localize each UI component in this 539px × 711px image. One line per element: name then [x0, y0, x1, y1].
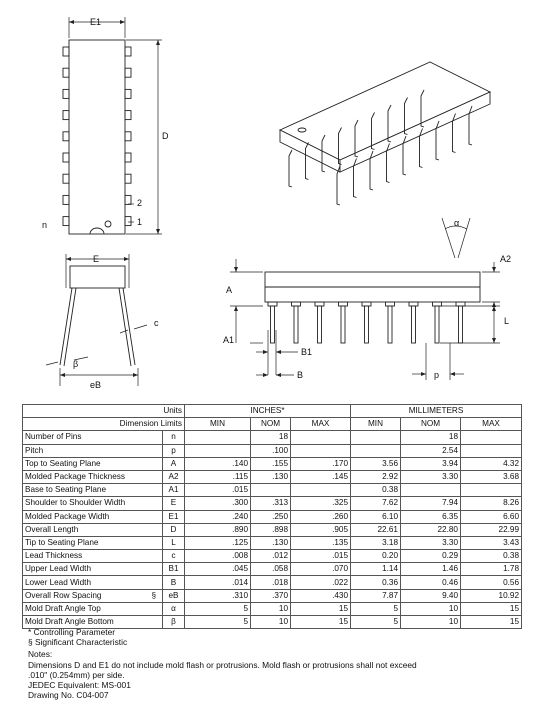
table-row	[23, 510, 522, 523]
row-dimension-name	[23, 470, 163, 483]
notes-block	[28, 627, 528, 700]
table-row	[23, 470, 522, 483]
row-symbol: p	[163, 444, 185, 457]
isometric-lead-front	[289, 150, 292, 187]
label-e: E	[93, 254, 100, 264]
cell-in-min: .310	[185, 589, 251, 602]
table-row	[23, 536, 522, 549]
row-name-text: Base to Seating Plane	[25, 485, 107, 495]
side-view-lead-pin	[294, 306, 298, 343]
mm-max-header: MAX	[461, 418, 522, 431]
table-row	[23, 523, 522, 536]
row-name-text: Upper Lead Width	[25, 564, 91, 574]
note-controlling: * Controlling Parameter	[28, 627, 116, 637]
cell-in-nom: .058	[251, 563, 291, 576]
top-view-lead	[125, 174, 131, 183]
inches-max-header: MAX	[291, 418, 351, 431]
cell-in-max: .135	[291, 536, 351, 549]
cell-mm-nom: 7.94	[401, 497, 461, 510]
row-name-text: Lower Lead Width	[25, 577, 91, 587]
label-beta: β	[73, 359, 79, 369]
cell-in-max: 15	[291, 616, 351, 629]
row-symbol: E	[163, 497, 185, 510]
top-view-lead	[63, 153, 69, 162]
cell-in-nom: .898	[251, 523, 291, 536]
cell-mm-min: 22.61	[351, 523, 401, 536]
cell-mm-max	[461, 484, 522, 497]
dimensions-table	[22, 404, 522, 629]
label-a: A	[226, 285, 233, 295]
top-view-lead	[63, 132, 69, 141]
cell-mm-max	[461, 444, 522, 457]
cell-in-nom: .313	[251, 497, 291, 510]
cell-mm-min: 3.56	[351, 457, 401, 470]
cell-in-max: .260	[291, 510, 351, 523]
cell-in-max: .015	[291, 550, 351, 563]
cell-mm-max: 15	[461, 616, 522, 629]
table-row	[23, 457, 522, 470]
cell-mm-min: 6.10	[351, 510, 401, 523]
cell-mm-nom: 10	[401, 602, 461, 615]
label-p: p	[434, 370, 440, 380]
cell-mm-min	[351, 444, 401, 457]
row-dimension-name	[23, 523, 163, 536]
label-pin-n: n	[42, 220, 48, 230]
label-a2: A2	[500, 254, 512, 264]
cell-mm-nom: 9.40	[401, 589, 461, 602]
cell-in-max: .070	[291, 563, 351, 576]
top-view-lead	[63, 68, 69, 77]
cell-in-min	[185, 444, 251, 457]
cell-in-min: .008	[185, 550, 251, 563]
table-row	[23, 602, 522, 615]
cell-in-max: .905	[291, 523, 351, 536]
cell-in-min: .015	[185, 484, 251, 497]
cell-in-nom: .130	[251, 536, 291, 549]
table-header-limits	[23, 418, 522, 431]
row-symbol: A	[163, 457, 185, 470]
top-view-lead	[125, 68, 131, 77]
cell-in-max: .145	[291, 470, 351, 483]
cell-in-nom: .012	[251, 550, 291, 563]
top-view-notch	[90, 228, 104, 234]
side-view-lead-shoulder	[268, 302, 277, 306]
top-view-lead	[63, 47, 69, 56]
label-eb: eB	[90, 380, 102, 390]
cell-in-nom: .130	[251, 470, 291, 483]
top-view-lead	[125, 111, 131, 120]
table-row	[23, 589, 522, 602]
cell-mm-max: 0.38	[461, 550, 522, 563]
row-symbol: n	[163, 431, 185, 444]
notes-heading: Notes:	[28, 649, 53, 660]
cell-in-nom: .155	[251, 457, 291, 470]
cell-in-min: .300	[185, 497, 251, 510]
cell-in-min	[185, 431, 251, 444]
side-view-lead-shoulder	[456, 302, 465, 306]
cell-in-max: 15	[291, 602, 351, 615]
cell-mm-min: 1.14	[351, 563, 401, 576]
cell-in-max	[291, 484, 351, 497]
top-view-lead	[125, 195, 131, 204]
row-name-text: Overall Row Spacing	[25, 590, 102, 600]
significant-mark: §	[151, 590, 156, 600]
table-row	[23, 563, 522, 576]
label-l: L	[504, 316, 510, 326]
row-symbol: D	[163, 523, 185, 536]
row-dimension-name	[23, 563, 163, 576]
cell-mm-max: 4.32	[461, 457, 522, 470]
cell-in-nom: .018	[251, 576, 291, 589]
row-symbol: c	[163, 550, 185, 563]
row-symbol: A2	[163, 470, 185, 483]
cell-mm-max: 15	[461, 602, 522, 615]
top-view-lead	[63, 111, 69, 120]
mm-nom-header: NOM	[401, 418, 461, 431]
cell-in-max: .022	[291, 576, 351, 589]
top-view-lead	[125, 153, 131, 162]
label-b: B	[297, 370, 304, 380]
row-symbol: A1	[163, 484, 185, 497]
cell-mm-nom: 3.94	[401, 457, 461, 470]
label-c: c	[154, 318, 159, 328]
cell-mm-max: 1.78	[461, 563, 522, 576]
row-dimension-name	[23, 602, 163, 615]
cell-in-min: .240	[185, 510, 251, 523]
top-view-lead	[125, 47, 131, 56]
cell-in-min: .125	[185, 536, 251, 549]
row-dimension-name	[23, 536, 163, 549]
label-e1: E1	[90, 17, 102, 27]
cell-in-nom	[251, 484, 291, 497]
cell-mm-nom: 2.54	[401, 444, 461, 457]
cell-in-max: .170	[291, 457, 351, 470]
label-pin1: 1	[137, 217, 143, 227]
note-line1: Dimensions D and E1 do not include mold flash or protrusions. Mold flash or protrusions shall not exceed	[28, 659, 417, 670]
cell-in-min: .890	[185, 523, 251, 536]
label-a1: A1	[223, 335, 235, 345]
cell-mm-max: 22.99	[461, 523, 522, 536]
cell-mm-nom: 1.46	[401, 563, 461, 576]
cell-mm-min: 5	[351, 602, 401, 615]
cell-mm-nom: 22.80	[401, 523, 461, 536]
cell-mm-min: 0.36	[351, 576, 401, 589]
label-pin2: 2	[137, 198, 143, 208]
inches-header: INCHES*	[185, 405, 351, 418]
note-line2: .010" (0.254mm) per side.	[28, 669, 125, 680]
row-name-text: Overall Length	[25, 524, 79, 534]
cell-mm-max: 10.92	[461, 589, 522, 602]
cell-in-nom: 10	[251, 616, 291, 629]
row-dimension-name	[23, 589, 163, 602]
top-view-lead	[125, 132, 131, 141]
side-view-lead-pin	[341, 306, 345, 343]
cell-mm-nom: 3.30	[401, 470, 461, 483]
note-jedec: JEDEC Equivalent: MS-001	[28, 680, 131, 691]
side-view-lead-shoulder	[339, 302, 348, 306]
cell-mm-max: 8.26	[461, 497, 522, 510]
side-view-lead-pin	[435, 306, 439, 343]
table-row	[23, 431, 522, 444]
row-name-text: Molded Package Thickness	[25, 472, 125, 482]
label-d: D	[162, 131, 169, 141]
top-view-lead	[63, 174, 69, 183]
table-row	[23, 576, 522, 589]
top-view-lead	[125, 217, 131, 226]
row-dimension-name	[23, 576, 163, 589]
row-name-text: Shoulder to Shoulder Width	[25, 498, 126, 508]
dimension-limits-label: Dimension Limits	[23, 418, 185, 431]
cell-in-nom: .100	[251, 444, 291, 457]
side-view-lead-shoulder	[362, 302, 371, 306]
cell-mm-nom: 6.35	[401, 510, 461, 523]
row-name-text: Mold Draft Angle Top	[25, 603, 101, 613]
row-name-text: Mold Draft Angle Bottom	[25, 617, 114, 627]
cell-mm-nom: 0.29	[401, 550, 461, 563]
cell-mm-nom: 10	[401, 616, 461, 629]
top-view-lead	[63, 195, 69, 204]
cell-mm-nom: 18	[401, 431, 461, 444]
top-view-leads	[63, 47, 131, 226]
note-drawing-no: Drawing No. C04-007	[28, 690, 109, 701]
cell-mm-min: 2.92	[351, 470, 401, 483]
side-view-lead-shoulder	[315, 302, 324, 306]
millimeters-header: MILLIMETERS	[351, 405, 522, 418]
cell-mm-min: 5	[351, 616, 401, 629]
side-view-lead-pin	[365, 306, 369, 343]
cell-mm-min: 3.18	[351, 536, 401, 549]
cell-in-max: .325	[291, 497, 351, 510]
cell-mm-nom: 3.30	[401, 536, 461, 549]
table-row	[23, 444, 522, 457]
cell-in-min: .140	[185, 457, 251, 470]
side-view-lead-shoulder	[292, 302, 301, 306]
row-symbol: β	[163, 616, 185, 629]
cell-in-nom: .370	[251, 589, 291, 602]
row-symbol: E1	[163, 510, 185, 523]
cell-mm-max	[461, 431, 522, 444]
label-alpha: α	[454, 218, 460, 228]
row-symbol: L	[163, 536, 185, 549]
row-name-text: Top to Seating Plane	[25, 458, 101, 468]
row-name-text: Pitch	[25, 445, 44, 455]
top-view-lead	[63, 89, 69, 98]
cell-mm-min	[351, 431, 401, 444]
side-view-leads	[268, 302, 465, 343]
cell-in-min: 5	[185, 602, 251, 615]
note-significant: § Significant Characteristic	[28, 637, 128, 648]
side-view-lead-pin	[459, 306, 463, 343]
table-header-units	[23, 405, 522, 418]
side-view-lead-pin	[388, 306, 392, 343]
row-name-text: Tip to Seating Plane	[25, 537, 99, 547]
row-name-text: Number of Pins	[25, 432, 82, 442]
cell-mm-max: 3.68	[461, 470, 522, 483]
cell-mm-max: 3.43	[461, 536, 522, 549]
cell-in-min: .014	[185, 576, 251, 589]
row-dimension-name	[23, 497, 163, 510]
pin1-marker	[105, 221, 111, 227]
inches-min-header: MIN	[185, 418, 251, 431]
row-symbol: B1	[163, 563, 185, 576]
row-dimension-name	[23, 510, 163, 523]
units-label: Units	[23, 405, 185, 418]
top-view-lead	[63, 217, 69, 226]
cell-in-min: .045	[185, 563, 251, 576]
cell-in-nom: .250	[251, 510, 291, 523]
table-row	[23, 497, 522, 510]
row-dimension-name	[23, 431, 163, 444]
row-name-text: Lead Thickness	[25, 551, 83, 561]
side-view-lead-pin	[271, 306, 275, 343]
table-row	[23, 484, 522, 497]
table-row	[23, 550, 522, 563]
side-view-lead-pin	[318, 306, 322, 343]
row-dimension-name	[23, 484, 163, 497]
label-b1: B1	[301, 347, 313, 357]
inches-nom-header: NOM	[251, 418, 291, 431]
cell-in-max	[291, 444, 351, 457]
cell-mm-max: 6.60	[461, 510, 522, 523]
dimensions-table-body	[23, 405, 522, 629]
cell-mm-min: 0.20	[351, 550, 401, 563]
cell-in-max: .430	[291, 589, 351, 602]
cell-mm-nom: 0.46	[401, 576, 461, 589]
row-dimension-name	[23, 550, 163, 563]
side-view-body	[265, 272, 480, 302]
cell-mm-min: 0.38	[351, 484, 401, 497]
side-view-lead-shoulder	[386, 302, 395, 306]
mm-min-header: MIN	[351, 418, 401, 431]
side-view-lead-shoulder	[433, 302, 442, 306]
cell-mm-max: 0.56	[461, 576, 522, 589]
cell-mm-nom	[401, 484, 461, 497]
row-dimension-name	[23, 444, 163, 457]
cell-in-nom: 10	[251, 602, 291, 615]
cell-in-min: 5	[185, 616, 251, 629]
row-dimension-name	[23, 457, 163, 470]
top-view-body	[69, 40, 125, 234]
cell-mm-min: 7.62	[351, 497, 401, 510]
row-name-text: Molded Package Width	[25, 511, 110, 521]
side-view-lead-pin	[412, 306, 416, 343]
isometric-view	[280, 62, 490, 172]
side-view-lead-shoulder	[409, 302, 418, 306]
end-view	[60, 266, 135, 366]
cell-in-min: .115	[185, 470, 251, 483]
row-symbol: α	[163, 602, 185, 615]
row-symbol: eB	[163, 589, 185, 602]
cell-in-max	[291, 431, 351, 444]
cell-in-nom: 18	[251, 431, 291, 444]
top-view-lead	[125, 89, 131, 98]
row-symbol: B	[163, 576, 185, 589]
cell-mm-min: 7.87	[351, 589, 401, 602]
